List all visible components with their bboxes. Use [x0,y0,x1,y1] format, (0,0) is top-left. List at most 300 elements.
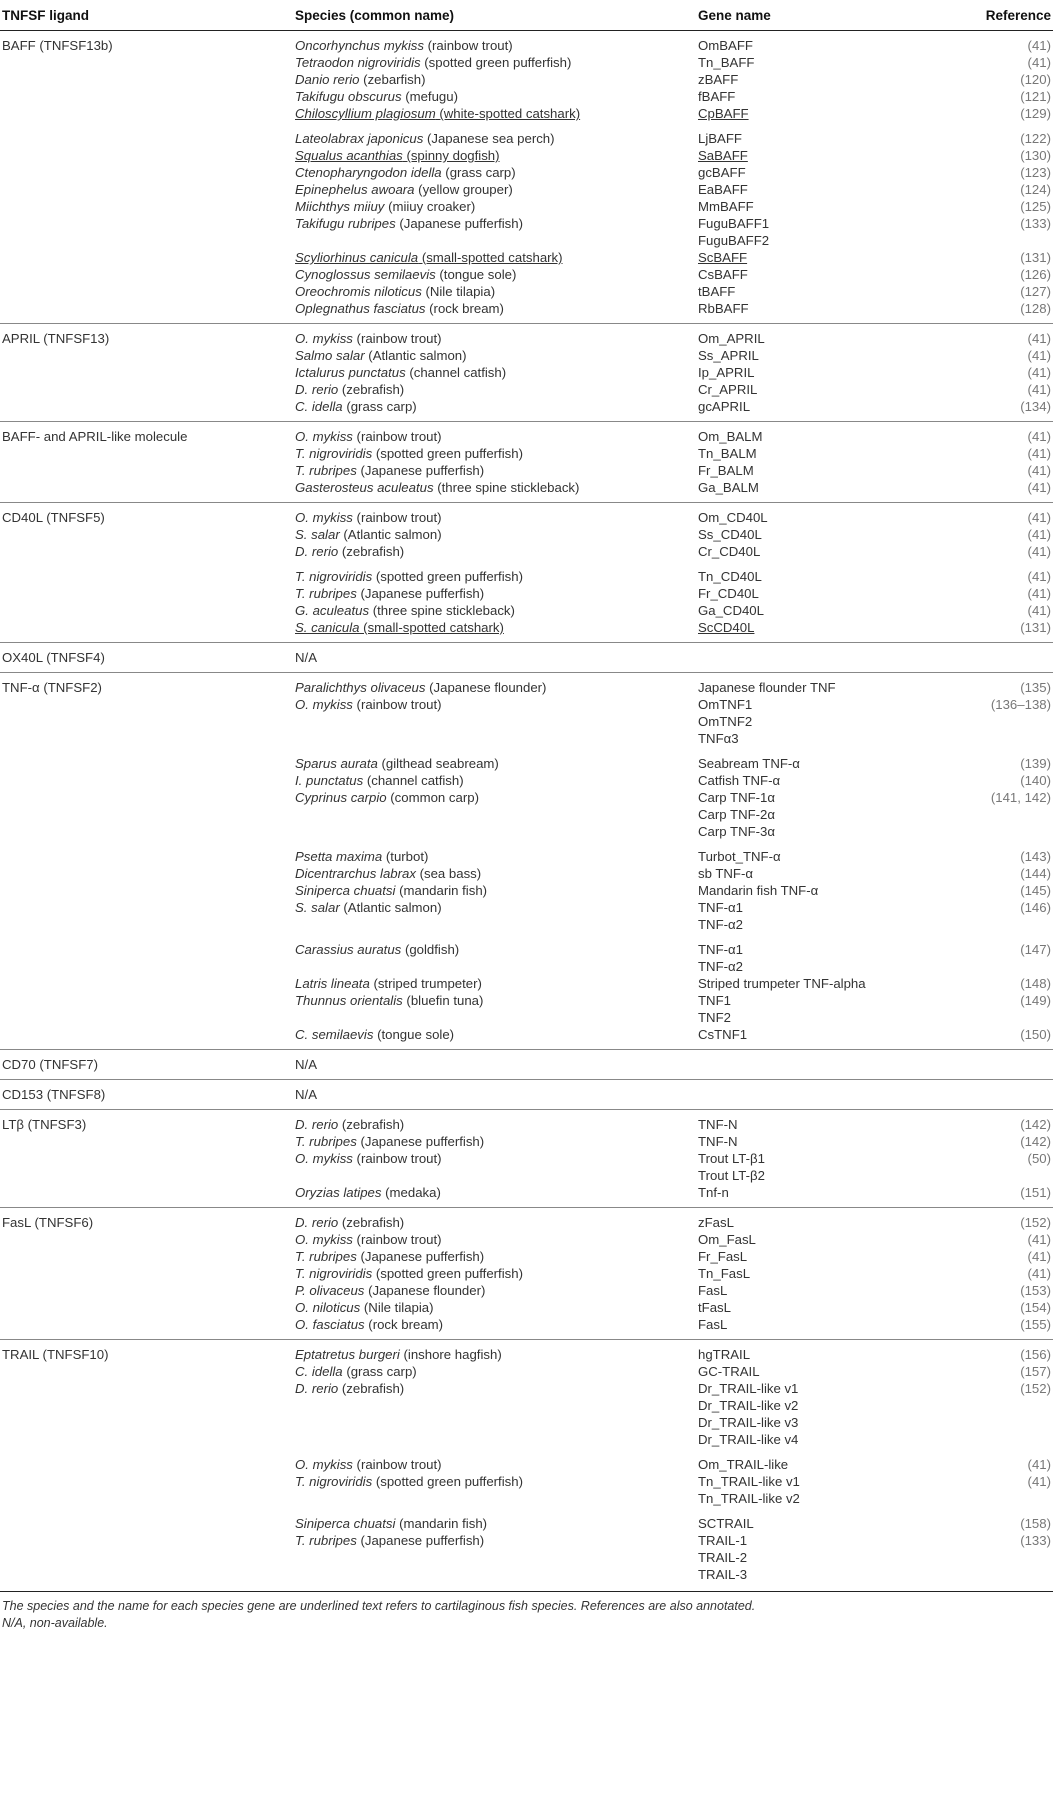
species-scientific-name: T. nigroviridis [295,1266,373,1281]
gene-name: TRAIL-3 [698,1567,748,1582]
species-common-name: (rainbow trout) [352,1232,442,1247]
species-common-name: (Japanese pufferfish) [356,463,485,478]
species-scientific-name: Cynoglossus semilaevis [295,267,436,282]
species-scientific-name: Salmo salar [295,348,365,363]
species-common-name: (spinny dogfish) [402,148,500,163]
species-cell [295,250,563,265]
species-scientific-name: Oreochromis niloticus [295,284,422,299]
species-scientific-name: D. rerio [295,544,339,559]
reference-cite: (131) [1020,620,1051,635]
species-common-name: (miiuy croaker) [384,199,476,214]
reference-cite: (158) [1020,1516,1051,1531]
species-common-name: (zebarfish) [359,72,426,87]
reference-cite: (146) [1020,900,1051,915]
species-common-name: (three spine stickleback) [369,603,515,618]
species-scientific-name: P. olivaceus [295,1283,365,1298]
group-separator [0,672,1053,673]
reference-cite: (128) [1020,301,1051,316]
ligand-name: CD40L (TNFSF5) [2,510,105,525]
species-cell [295,301,504,316]
species-scientific-name: Oplegnathus fasciatus [295,301,426,316]
species-scientific-name: T. nigroviridis [295,569,373,584]
reference-cite: (122) [1020,131,1051,146]
species-cell [295,182,513,197]
ligand-name: TRAIL (TNFSF10) [2,1347,109,1362]
species-common-name: (grass carp) [342,399,417,414]
species-common-name: (spotted green pufferfish) [372,569,523,584]
gene-name: Trout LT-β2 [698,1168,765,1183]
species-cell [295,527,442,542]
species-cell [295,365,506,380]
gene-name: Ss_CD40L [698,527,762,542]
species-cell [295,680,546,695]
species-scientific-name: T. rubripes [295,1134,357,1149]
species-scientific-name: I. punctatus [295,773,364,788]
species-common-name: (inshore hagfish) [399,1347,502,1362]
species-cell [295,165,516,180]
gene-name: Om_FasL [698,1232,756,1247]
reference-cite: (41) [1027,348,1051,363]
reference-cite: (135) [1020,680,1051,695]
species-common-name: (mandarin fish) [395,883,488,898]
species-common-name: (rainbow trout) [352,429,442,444]
gene-name: CsTNF1 [698,1027,748,1042]
species-common-name: (Japanese pufferfish) [356,1249,485,1264]
gene-name: MmBAFF [698,199,754,214]
reference-cite: (41) [1027,365,1051,380]
species-scientific-name: Squalus acanthias [295,148,403,163]
gene-name: Tn_CD40L [698,569,762,584]
species-scientific-name: Gasterosteus aculeatus [295,480,434,495]
gene-name: tFasL [698,1300,731,1315]
gene-name: FuguBAFF2 [698,233,770,248]
species-common-name: (channel catfish) [405,365,507,380]
gene-name: Tnf-n [698,1185,729,1200]
species-cell [295,773,464,788]
reference-cite: (134) [1020,399,1051,414]
gene-name: CpBAFF [698,106,749,121]
species-cell [295,267,516,282]
species-cell [295,849,428,864]
species-common-name: (rainbow trout) [352,331,442,346]
species-common-name: (zebrafish) [338,1117,405,1132]
reference-cite: (41) [1027,603,1051,618]
species-scientific-name: Eptatretus burgeri [295,1347,400,1362]
species-common-name: (yellow grouper) [414,182,513,197]
reference-cite: (125) [1020,199,1051,214]
ligand-name: APRIL (TNFSF13) [2,331,110,346]
gene-name: fBAFF [698,89,736,104]
species-cell [295,1134,484,1149]
species-scientific-name: Ctenopharyngodon idella [295,165,442,180]
species-common-name: (Japanese flounder) [364,1283,486,1298]
reference-cite: (41) [1027,429,1051,444]
reference-cite: (157) [1020,1364,1051,1379]
species-scientific-name: Paralichthys olivaceus [295,680,426,695]
gene-name: TNFα3 [698,731,739,746]
species-common-name: (common carp) [386,790,479,805]
species-cell [295,1457,442,1472]
reference-cite: (126) [1020,267,1051,282]
group-separator [0,1079,1053,1080]
species-scientific-name: T. rubripes [295,463,357,478]
species-scientific-name: G. aculeatus [295,603,370,618]
gene-name: Fr_BALM [698,463,754,478]
gene-name: Fr_CD40L [698,586,759,601]
species-common-name: (Japanese pufferfish) [356,586,485,601]
gene-name: Tn_FasL [698,1266,751,1281]
species-common-name: (white-spotted catshark) [435,106,581,121]
gene-name: Dr_TRAIL-like v4 [698,1432,799,1447]
species-cell [295,480,579,495]
reference-cite: (41) [1027,510,1051,525]
species-common-name: (bluefin tuna) [402,993,484,1008]
reference-cite: (41) [1027,1232,1051,1247]
reference-cite: (143) [1020,849,1051,864]
species-common-name: (Nile tilapia) [421,284,496,299]
table-bottom-rule [0,1591,1053,1592]
species-scientific-name: D. rerio [295,1381,339,1396]
gene-name: Striped trumpeter TNF-alpha [698,976,866,991]
species-common-name: (Japanese pufferfish) [356,1533,485,1548]
species-cell [295,603,515,618]
reference-cite: (142) [1020,1134,1051,1149]
gene-name: TNF-N [698,1134,738,1149]
species-scientific-name: O. mykiss [295,697,353,712]
species-scientific-name: Thunnus orientalis [295,993,403,1008]
species-common-name: (zebrafish) [338,544,405,559]
species-cell [295,1185,441,1200]
species-scientific-name: T. rubripes [295,586,357,601]
species-scientific-name: D. rerio [295,1117,339,1132]
species-common-name: (small-spotted catshark) [359,620,504,635]
species-scientific-name: Cyprinus carpio [295,790,387,805]
species-scientific-name: Takifugu rubripes [295,216,396,231]
gene-name: TRAIL-2 [698,1550,748,1565]
species-cell [295,697,442,712]
gene-name: LjBAFF [698,131,742,146]
species-common-name: (Japanese flounder) [425,680,547,695]
reference-cite: (124) [1020,182,1051,197]
reference-cite: (41) [1027,544,1051,559]
group-separator [0,1049,1053,1050]
gene-name: OmTNF2 [698,714,753,729]
species-scientific-name: Siniperca chuatsi [295,883,396,898]
group-separator [0,421,1053,422]
reference-cite: (41) [1027,1266,1051,1281]
species-scientific-name: O. mykiss [295,510,353,525]
species-cell [295,1232,442,1247]
group-separator [0,323,1053,324]
species-scientific-name: Latris lineata [295,976,370,991]
gene-name: gcBAFF [698,165,746,180]
species-scientific-name: T. rubripes [295,1249,357,1264]
species-scientific-name: O. niloticus [295,1300,361,1315]
species-cell [295,900,442,915]
gene-name: TNF-α1 [698,942,743,957]
species-cell [295,1364,417,1379]
gene-name: Dr_TRAIL-like v2 [698,1398,799,1413]
species-common-name: (gilthead seabream) [377,756,499,771]
species-scientific-name: Epinephelus awoara [295,182,415,197]
reference-cite: (41) [1027,331,1051,346]
species-common-name: (three spine stickleback) [433,480,580,495]
species-cell [295,1516,487,1531]
gene-name: OmBAFF [698,38,753,53]
gene-name: Om_BALM [698,429,763,444]
reference-cite: (41) [1027,480,1051,495]
gene-name: Turbot_TNF-α [698,849,781,864]
reference-cite: (148) [1020,976,1051,991]
reference-cite: (130) [1020,148,1051,163]
reference-cite: (41) [1027,55,1051,70]
gene-name: Trout LT-β1 [698,1151,765,1166]
gene-name: EaBAFF [698,182,748,197]
species-cell [295,399,417,414]
gene-name: RbBAFF [698,301,749,316]
species-common-name: (grass carp) [342,1364,417,1379]
gene-name: CsBAFF [698,267,748,282]
species-common-name: (Nile tilapia) [360,1300,434,1315]
reference-cite: (152) [1020,1381,1051,1396]
gene-name: TRAIL-1 [698,1533,748,1548]
table-footnote: The species and the name for each species gene are underlined text refers to cartilaginous fish species. References are also annotated. [2,1599,756,1613]
reference-cite: (123) [1020,165,1051,180]
species-common-name: (spotted green pufferfish) [420,55,572,70]
gene-name: TNF-α1 [698,900,743,915]
gene-name: ScBAFF [698,250,748,265]
species-common-name: (zebrafish) [338,1381,405,1396]
reference-cite: (149) [1020,993,1051,1008]
species-cell [295,463,484,478]
gene-name: zBAFF [698,72,739,87]
species-cell [295,976,482,991]
gene-name: Tn_BAFF [698,55,755,70]
gene-name: SaBAFF [698,148,748,163]
species-scientific-name: S. salar [295,900,340,915]
species-scientific-name: C. idella [295,1364,343,1379]
ligand-name: TNF-α (TNFSF2) [2,680,102,695]
species-common-name: (zebrafish) [338,1215,405,1230]
gene-name: Tn_BALM [698,446,757,461]
species-scientific-name: Lateolabrax japonicus [295,131,424,146]
ligand-name: BAFF (TNFSF13b) [2,38,113,53]
reference-cite: (50) [1027,1151,1051,1166]
species-common-name: (turbot) [382,849,429,864]
group-separator [0,1207,1053,1208]
species-scientific-name: Dicentrarchus labrax [295,866,416,881]
gene-name: Cr_APRIL [698,382,758,397]
reference-cite: (142) [1020,1117,1051,1132]
gene-name: Fr_FasL [698,1249,748,1264]
group-separator [0,642,1053,643]
gene-name: Ip_APRIL [698,365,755,380]
gene-name: zFasL [698,1215,734,1230]
reference-cite: (147) [1020,942,1051,957]
species-cell [295,1057,317,1072]
species-scientific-name: Tetraodon nigroviridis [295,55,421,70]
group-separator [0,1339,1053,1340]
species-common-name: (small-spotted catshark) [418,250,563,265]
species-common-name: (grass carp) [441,165,516,180]
species-cell [295,446,523,461]
reference-cite: (41) [1027,38,1051,53]
reference-cite: (129) [1020,106,1051,121]
gene-name: GC-TRAIL [698,1364,760,1379]
gene-name: ScCD40L [698,620,755,635]
species-scientific-name: Oncorhynchus mykiss [295,38,424,53]
species-cell [295,866,481,881]
species-common-name: (Japanese pufferfish) [356,1134,485,1149]
reference-cite: (155) [1020,1317,1051,1332]
ligand-name: CD70 (TNFSF7) [2,1057,98,1072]
gene-name: FasL [698,1317,728,1332]
species-cell [295,1533,484,1548]
species-common-name: (rainbow trout) [352,510,442,525]
reference-cite: (41) [1027,569,1051,584]
species-cell [295,89,458,104]
gene-name: Ss_APRIL [698,348,759,363]
species-scientific-name: Danio rerio [295,72,360,87]
reference-cite: (133) [1020,216,1051,231]
species-scientific-name: O. mykiss [295,1457,353,1472]
gene-name: Mandarin fish TNF-α [698,883,819,898]
gene-name: FuguBAFF1 [698,216,770,231]
species-scientific-name: T. nigroviridis [295,1474,373,1489]
ligand-name: BAFF- and APRIL-like molecule [2,429,188,444]
gene-name: Ga_BALM [698,480,759,495]
species-scientific-name: Ictalurus punctatus [295,365,406,380]
reference-cite: (140) [1020,773,1051,788]
species-common-name: (spotted green pufferfish) [372,1474,523,1489]
species-common-name: (Atlantic salmon) [339,900,442,915]
species-scientific-name: Carassius auratus [295,942,402,957]
species-cell [295,586,484,601]
species-scientific-name: Siniperca chuatsi [295,1516,396,1531]
reference-cite: (141, 142) [990,790,1051,805]
species-common-name: (Atlantic salmon) [364,348,467,363]
species-cell [295,1300,434,1315]
species-cell [295,620,504,635]
species-cell [295,131,555,146]
species-cell [295,1474,523,1489]
gene-name: Tn_TRAIL-like v1 [698,1474,800,1489]
species-cell [295,1215,404,1230]
reference-cite: (152) [1020,1215,1051,1230]
reference-cite: (136–138) [990,697,1051,712]
gene-name: Catfish TNF-α [698,773,781,788]
gene-name: gcAPRIL [698,399,751,414]
gene-name: sb TNF-α [698,866,754,881]
table-header [0,0,1053,31]
reference-cite: (41) [1027,446,1051,461]
reference-cite: (139) [1020,756,1051,771]
gene-name: Dr_TRAIL-like v3 [698,1415,799,1430]
reference-cite: (121) [1020,89,1051,104]
species-scientific-name: T. nigroviridis [295,446,373,461]
species-common-name: (mefugu) [401,89,458,104]
species-cell [295,1347,502,1362]
species-scientific-name: C. semilaevis [295,1027,374,1042]
species-common-name: (medaka) [381,1185,441,1200]
species-common-name: (zebrafish) [338,382,405,397]
header-reference: Reference [985,8,1051,23]
gene-name: Om_CD40L [698,510,768,525]
species-common-name: (rock bream) [364,1317,444,1332]
species-cell [295,55,571,70]
species-cell [295,348,467,363]
species-cell [295,1266,523,1281]
species-common-name: (Japanese pufferfish) [395,216,523,231]
species-cell [295,883,487,898]
species-cell [295,72,425,87]
reference-cite: (127) [1020,284,1051,299]
species-cell [295,756,499,771]
reference-cite: (41) [1027,1457,1051,1472]
header-ligand: TNFSF ligand [2,8,89,23]
gene-name: TNF-N [698,1117,738,1132]
gene-name: Seabream TNF-α [698,756,800,771]
species-scientific-name: O. mykiss [295,1151,353,1166]
species-cell [295,544,404,559]
species-common-name: (goldfish) [401,942,460,957]
gene-name: OmTNF1 [698,697,753,712]
species-common-name: (rock bream) [425,301,504,316]
species-cell [295,199,475,214]
species-common-name: (rainbow trout) [423,38,513,53]
ligand-name: FasL (TNFSF6) [2,1215,94,1230]
species-cell [295,331,442,346]
reference-cite: (41) [1027,463,1051,478]
species-cell [295,1117,404,1132]
species-cell [295,429,442,444]
species-scientific-name: O. mykiss [295,429,353,444]
species-common-name: (mandarin fish) [395,1516,488,1531]
gene-name: TNF2 [698,1010,731,1025]
species-scientific-name: D. rerio [295,1215,339,1230]
reference-cite: (41) [1027,1249,1051,1264]
species-common-name: N/A [295,650,317,665]
species-scientific-name: T. rubripes [295,1533,357,1548]
ligand-name: CD153 (TNFSF8) [2,1087,106,1102]
gene-name: FasL [698,1283,728,1298]
species-scientific-name: Takifugu obscurus [295,89,402,104]
species-cell [295,790,479,805]
species-common-name: (spotted green pufferfish) [372,1266,523,1281]
group-separator [0,502,1053,503]
species-cell [295,1317,443,1332]
reference-cite: (41) [1027,382,1051,397]
gene-name: Carp TNF-2α [698,807,775,822]
gene-name: Om_TRAIL-like [698,1457,789,1472]
species-cell [295,1151,442,1166]
species-cell [295,216,523,231]
reference-cite: (151) [1020,1185,1051,1200]
gene-name: Carp TNF-1α [698,790,775,805]
gene-name: Cr_CD40L [698,544,761,559]
reference-cite: (120) [1020,72,1051,87]
species-cell [295,284,495,299]
reference-cite: (150) [1020,1027,1051,1042]
species-common-name: (rainbow trout) [352,697,442,712]
reference-cite: (133) [1020,1533,1051,1548]
species-cell [295,1027,454,1042]
gene-name: hgTRAIL [698,1347,751,1362]
reference-cite: (144) [1020,866,1051,881]
reference-cite: (154) [1020,1300,1051,1315]
species-scientific-name: Psetta maxima [295,849,383,864]
gene-name: TNF-α2 [698,959,743,974]
